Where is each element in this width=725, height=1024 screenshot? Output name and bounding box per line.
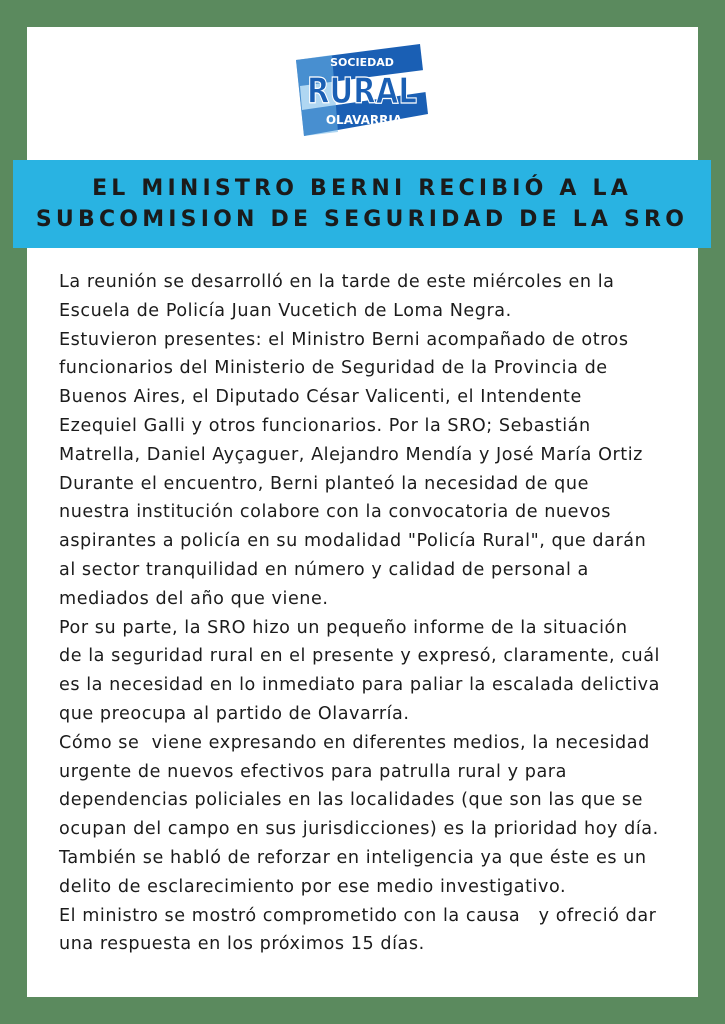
body-line: También se habló de reforzar en inteligencia ya que éste es un bbox=[59, 847, 647, 868]
body-line: La reunión se desarrolló en la tarde de este miércoles en la bbox=[59, 272, 615, 292]
body-line: dependencias policiales en las localidades (que son las que se bbox=[59, 790, 644, 811]
body-line: que preocupa al partido de Olavarría. bbox=[59, 703, 410, 724]
body-line: Cómo se viene expresando en diferentes medios, la necesidad bbox=[59, 732, 650, 753]
title-line-2: SUBCOMISION DE SEGURIDAD DE LA SRO bbox=[35, 207, 689, 232]
title-line-1: EL MINISTRO BERNI RECIBIÓ A LA bbox=[92, 176, 632, 201]
body-line: Durante el encuentro, Berni planteó la necesidad de que bbox=[59, 473, 589, 494]
sociedad-rural-olavarria-logo bbox=[292, 40, 432, 140]
logo-line3: OLAVARRIA bbox=[325, 113, 403, 127]
body-line: Estuvieron presentes: el Ministro Berni acompañado de otros bbox=[59, 329, 629, 350]
body-line: Por su parte, la SRO hizo un pequeño informe de la situación bbox=[59, 617, 628, 638]
logo-line2: RURAL bbox=[307, 71, 417, 112]
body-line: El ministro se mostró comprometido con la causa y ofreció dar bbox=[59, 905, 657, 926]
body-line: de la seguridad rural en el presente y expresó, claramente, cuál bbox=[59, 646, 660, 667]
body-line: mediados del año que viene. bbox=[59, 588, 329, 609]
body-line: ocupan del campo en sus jurisdicciones) es la prioridad hoy día. bbox=[59, 819, 659, 840]
body-line: delito de esclarecimiento por ese medio investigativo. bbox=[59, 876, 567, 897]
page-title bbox=[13, 173, 711, 235]
body-line: urgente de nuevos efectivos para patrulla rural y para bbox=[59, 761, 567, 782]
body-line: una respuesta en los próximos 15 días. bbox=[59, 934, 425, 955]
body-line: Escuela de Policía Juan Vucetich de Loma Negra. bbox=[59, 300, 512, 321]
body-line: aspirantes a policía en su modalidad "Policía Rural", que darán bbox=[59, 531, 647, 552]
body-line: nuestra institución colabore con la convocatoria de nuevos bbox=[59, 502, 611, 523]
logo-graphic bbox=[292, 40, 432, 140]
article-body bbox=[59, 268, 679, 959]
body-line: Ezequiel Galli y otros funcionarios. Por la SRO; Sebastián bbox=[59, 415, 591, 436]
body-line: Buenos Aires, el Diputado César Valicenti, el Intendente bbox=[59, 387, 582, 408]
body-line: Matrella, Daniel Ayçaguer, Alejandro Mendía y José María Ortiz bbox=[59, 444, 643, 465]
logo-line1: SOCIEDAD bbox=[330, 56, 394, 69]
body-line: es la necesidad en lo inmediato para paliar la escalada delictiva bbox=[59, 675, 660, 696]
title-banner bbox=[13, 160, 711, 248]
body-line: funcionarios del Ministerio de Seguridad de la Provincia de bbox=[59, 358, 608, 379]
body-line: al sector tranquilidad en número y calidad de personal a bbox=[59, 559, 589, 580]
